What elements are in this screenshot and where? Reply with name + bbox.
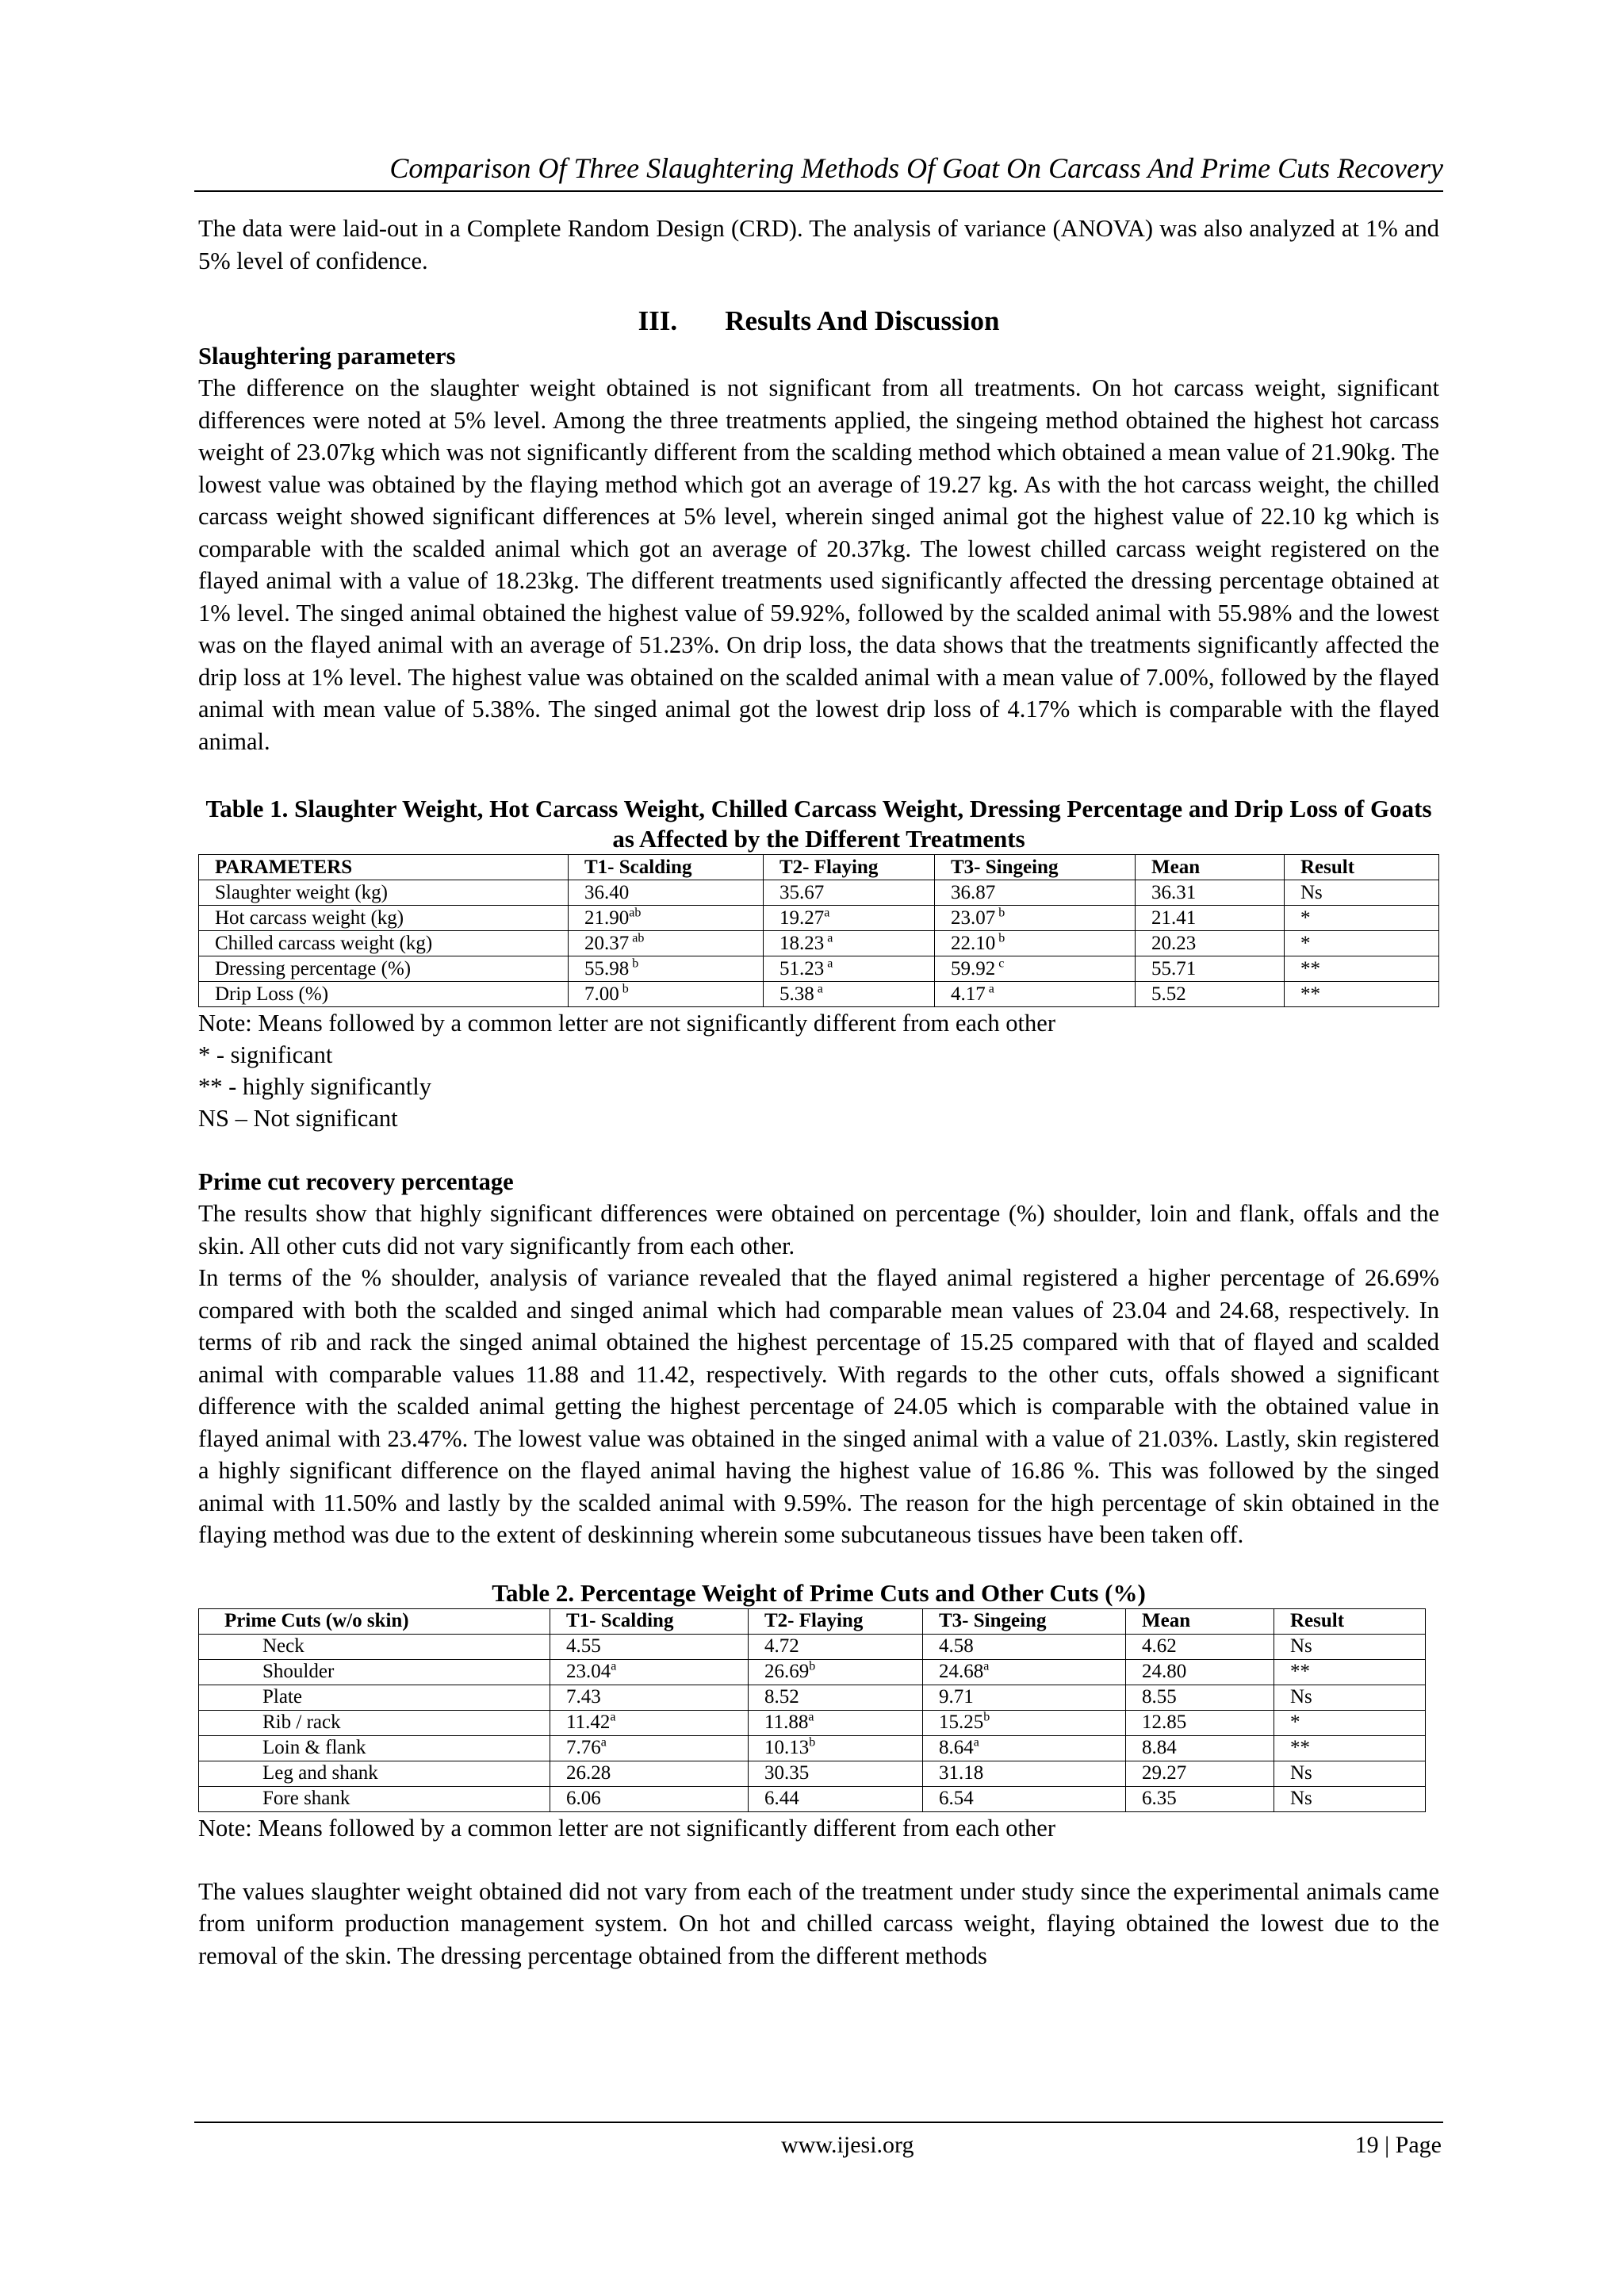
- table1-header-cell: PARAMETERS: [199, 855, 569, 880]
- t3-cell: 31.18: [923, 1761, 1126, 1786]
- table-row: [199, 1659, 1426, 1685]
- table-row: [199, 982, 1439, 1007]
- param-cell: Drip Loss (%): [199, 982, 569, 1007]
- table1-header-cell: T2- Flaying: [764, 855, 935, 880]
- section-heading: [198, 304, 1439, 339]
- t3-cell: 4.17 $^a$: [935, 982, 1136, 1007]
- t3-cell: 9.71: [923, 1685, 1126, 1710]
- table-row: [199, 931, 1439, 956]
- t3-cell: 59.92 $^c$: [935, 956, 1136, 982]
- table-row: [199, 880, 1439, 906]
- table-row: [199, 956, 1439, 982]
- cut-cell: Fore shank: [199, 1786, 550, 1811]
- result-cell: Ns: [1285, 880, 1439, 906]
- table1-note: ** - highly significantly: [198, 1073, 431, 1100]
- t2-cell: 4.72: [749, 1634, 923, 1659]
- footer-rule: [194, 2122, 1443, 2123]
- table2-header-cell: Mean: [1126, 1608, 1274, 1634]
- result-cell: **: [1285, 982, 1439, 1007]
- t3-cell: 23.07 $^b$: [935, 906, 1136, 931]
- table2-header-cell: T3- Singeing: [923, 1608, 1126, 1634]
- param-cell: Hot carcass weight (kg): [199, 906, 569, 931]
- table-row: [199, 1786, 1426, 1811]
- slaughtering-heading: Slaughtering parameters: [198, 343, 456, 370]
- mean-cell: 4.62: [1126, 1634, 1274, 1659]
- cut-cell: Shoulder: [199, 1659, 550, 1685]
- t3-cell: 4.58: [923, 1634, 1126, 1659]
- intro-paragraph: The data were laid-out in a Complete Random Design (CRD). The analysis of variance (ANOVA) was also analyzed at 1% and 5% level of confidence.: [198, 215, 1439, 274]
- t2-cell: 6.44: [749, 1786, 923, 1811]
- t1-cell: 21.90$^{ab}$: [569, 906, 764, 931]
- table2-header-cell: Prime Cuts (w/o skin): [199, 1608, 550, 1634]
- prime-cut-paragraph-1: The results show that highly significant differences were obtained on percentage (%) shoulder, loin and flank, offals and the skin. All other cuts did not vary significantly from each other.: [198, 1200, 1439, 1259]
- cut-cell: Rib / rack: [199, 1710, 550, 1735]
- t3-cell: 24.68$^a$: [923, 1659, 1126, 1685]
- t1-cell: 55.98 $^b$: [569, 956, 764, 982]
- param-cell: Slaughter weight (kg): [199, 880, 569, 906]
- running-header: Comparison Of Three Slaughtering Methods Of Goat On Carcass And Prime Cuts Recovery: [389, 152, 1443, 184]
- footer-page-number: 19 | Page: [1354, 2132, 1442, 2158]
- t1-cell: 7.43: [550, 1685, 749, 1710]
- mean-cell: 12.85: [1126, 1710, 1274, 1735]
- table2-header-row: [199, 1608, 1426, 1634]
- table1-note: Note: Means followed by a common letter are not significantly different from each other: [198, 1010, 1055, 1037]
- slaughtering-paragraph: The difference on the slaughter weight obtained is not significant from all treatments. On hot carcass weight, significant differences were noted at 5% level. Among the three treatments applied, the singeing method obtained the highest hot carcass weight of 23.07kg which was not significantly different from the scalding method which obtained a mean value of 21.90kg. The lowest value was obtained by the flaying method which got an average of 19.27 kg. As with the hot carcass weight, the chilled carcass weight showed significant differences at 5% level, wherein singed animal got the highest value of 22.10 kg which is comparable with the scalded animal which got an average of 20.37kg. The lowest chilled carcass weight registered on the flayed animal with a value of 18.23kg. The different treatments used significantly affected the dressing percentage obtained at 1% level. The singed animal obtained the highest value of 59.92%, followed by the scalded animal with 55.98% and the lowest was on the flayed animal with an average of 51.23%. On drip loss, the data shows that the treatments significantly affected the drip loss at 1% level. The highest value was obtained on the scalded animal with a mean value of 7.00%, followed by the flayed animal with mean value of 5.38%. The singed animal got the lowest drip loss of 4.17% which is comparable with the flayed animal.: [198, 374, 1439, 755]
- param-cell: Dressing percentage (%): [199, 956, 569, 982]
- t2-cell: 5.38 $^a$: [764, 982, 935, 1007]
- mean-cell: 36.31: [1136, 880, 1285, 906]
- table-row: [199, 1735, 1426, 1761]
- table1-header-row: [199, 855, 1439, 880]
- cut-cell: Plate: [199, 1685, 550, 1710]
- t2-cell: 35.67: [764, 880, 935, 906]
- result-cell: **: [1285, 956, 1439, 982]
- cut-cell: Neck: [199, 1634, 550, 1659]
- table1-caption: Table 1. Slaughter Weight, Hot Carcass Weight, Chilled Carcass Weight, Dressing Percentage and Drip Loss of Goats as Affected by the Different Treatments: [205, 795, 1432, 853]
- t1-cell: 36.40: [569, 880, 764, 906]
- t1-cell: 4.55: [550, 1634, 749, 1659]
- t3-cell: 6.54: [923, 1786, 1126, 1811]
- table1-header-cell: Result: [1285, 855, 1439, 880]
- t2-cell: 51.23 $^a$: [764, 956, 935, 982]
- closing-paragraph: The values slaughter weight obtained did not vary from each of the treatment under study since the experimental animals came from uniform production management system. On hot and chilled carcass weight, flaying obtained the lowest due to the removal of the skin. The dressing percentage obtained from the different methods: [198, 1877, 1439, 1969]
- mean-cell: 20.23: [1136, 931, 1285, 956]
- result-cell: Ns: [1274, 1786, 1426, 1811]
- table-row: [199, 1761, 1426, 1786]
- table2: [198, 1608, 1426, 1812]
- prime-cut-heading: Prime cut recovery percentage: [198, 1168, 514, 1195]
- cut-cell: Leg and shank: [199, 1761, 550, 1786]
- table-row: [199, 906, 1439, 931]
- result-cell: **: [1274, 1659, 1426, 1685]
- result-cell: **: [1274, 1735, 1426, 1761]
- result-cell: *: [1285, 906, 1439, 931]
- mean-cell: 5.52: [1136, 982, 1285, 1007]
- table1-header-cell: T3- Singeing: [935, 855, 1136, 880]
- mean-cell: 8.84: [1126, 1735, 1274, 1761]
- t1-cell: 26.28: [550, 1761, 749, 1786]
- t2-cell: 8.52: [749, 1685, 923, 1710]
- table1-notes: [198, 1007, 1439, 1134]
- param-cell: Chilled carcass weight (kg): [199, 931, 569, 956]
- t1-cell: 23.04$^a$: [550, 1659, 749, 1685]
- header-rule: [194, 190, 1443, 192]
- table-row: [199, 1634, 1426, 1659]
- footer-website: www.ijesi.org: [781, 2132, 914, 2158]
- t3-cell: 15.25$^b$: [923, 1710, 1126, 1735]
- t2-cell: 11.88$^a$: [749, 1710, 923, 1735]
- mean-cell: 29.27: [1126, 1761, 1274, 1786]
- t3-cell: 36.87: [935, 880, 1136, 906]
- t2-cell: 18.23 $^a$: [764, 931, 935, 956]
- result-cell: *: [1285, 931, 1439, 956]
- result-cell: Ns: [1274, 1685, 1426, 1710]
- table2-note: Note: Means followed by a common letter are not significantly different from each other: [198, 1814, 1055, 1842]
- section-title: Results And Discussion: [725, 305, 1000, 336]
- t2-cell: 30.35: [749, 1761, 923, 1786]
- table2-header-cell: T1- Scalding: [550, 1608, 749, 1634]
- t2-cell: 10.13$^b$: [749, 1735, 923, 1761]
- mean-cell: 21.41: [1136, 906, 1285, 931]
- t2-cell: 19.27$^a$: [764, 906, 935, 931]
- mean-cell: 24.80: [1126, 1659, 1274, 1685]
- t1-cell: 20.37 $^{ab}$: [569, 931, 764, 956]
- t3-cell: 22.10 $^b$: [935, 931, 1136, 956]
- table1: [198, 854, 1439, 1007]
- section-number: III.: [638, 305, 678, 336]
- t1-cell: 11.42$^a$: [550, 1710, 749, 1735]
- t3-cell: 8.64$^a$: [923, 1735, 1126, 1761]
- mean-cell: 55.71: [1136, 956, 1285, 982]
- table-row: [199, 1710, 1426, 1735]
- result-cell: Ns: [1274, 1761, 1426, 1786]
- mean-cell: 6.35: [1126, 1786, 1274, 1811]
- page-body: [198, 213, 1439, 1972]
- table1-note: NS – Not significant: [198, 1105, 398, 1132]
- mean-cell: 8.55: [1126, 1685, 1274, 1710]
- cut-cell: Loin & flank: [199, 1735, 550, 1761]
- t2-cell: 26.69$^b$: [749, 1659, 923, 1685]
- table-row: [199, 1685, 1426, 1710]
- table1-header-cell: Mean: [1136, 855, 1285, 880]
- result-cell: Ns: [1274, 1634, 1426, 1659]
- table1-header-cell: T1- Scalding: [569, 855, 764, 880]
- t1-cell: 7.00 $^b$: [569, 982, 764, 1007]
- prime-cut-paragraph-2: In terms of the % shoulder, analysis of variance revealed that the flayed animal registered a higher percentage of 26.69% compared with both the scalded and singed animal which had comparable mean values of 23.04 and 24.68, respectively. In terms of rib and rack the singed animal obtained the highest percentage of 15.25 compared with that of flayed and scalded animal with comparable values 11.88 and 11.42, respectively. With regards to the other cuts, offals showed a significant difference with the scalded animal getting the highest percentage of 24.05 which is comparable with the obtained value in flayed animal with 23.47%. The lowest value was obtained in the singed animal with a value of 21.03%. Lastly, skin registered a highly significant difference on the flayed animal having the highest value of 16.86 %. This was followed by the singed animal with 11.50% and lastly by the scalded animal with 9.59%. The reason for the high percentage of skin obtained in the flaying method was due to the extent of deskinning wherein some subcutaneous tissues have been taken off.: [198, 1264, 1439, 1548]
- table2-header-cell: Result: [1274, 1608, 1426, 1634]
- table1-note: * - significant: [198, 1041, 333, 1068]
- table2-header-cell: T2- Flaying: [749, 1608, 923, 1634]
- result-cell: *: [1274, 1710, 1426, 1735]
- t1-cell: 7.76$^a$: [550, 1735, 749, 1761]
- t1-cell: 6.06: [550, 1786, 749, 1811]
- table2-caption: Table 2. Percentage Weight of Prime Cuts and Other Cuts (%): [492, 1578, 1146, 1607]
